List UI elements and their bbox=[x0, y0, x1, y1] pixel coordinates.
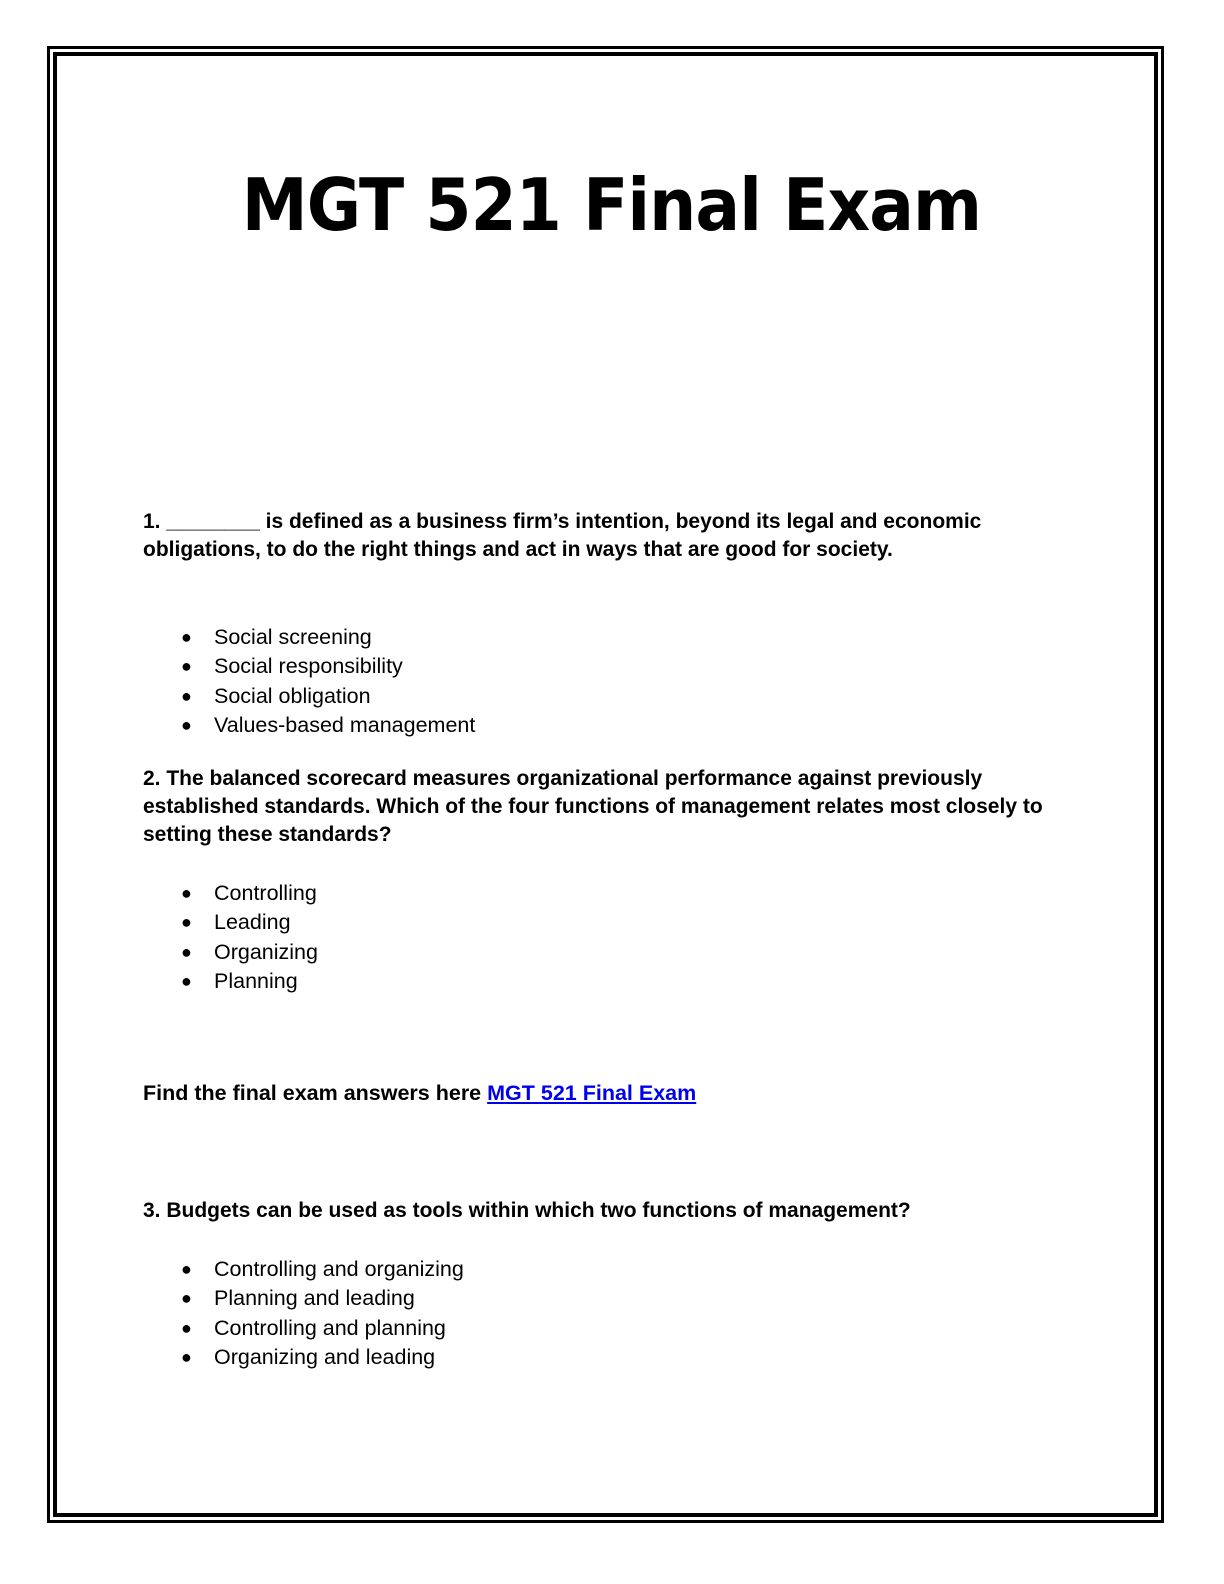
bullet-icon: ● bbox=[181, 941, 192, 962]
bullet-icon: ● bbox=[181, 912, 192, 933]
question-2-options bbox=[143, 879, 318, 996]
find-answers-line bbox=[143, 1079, 696, 1107]
option-item bbox=[143, 1284, 464, 1313]
option-item bbox=[143, 1314, 464, 1343]
option-label: Social screening bbox=[214, 625, 372, 649]
bullet-icon: ● bbox=[181, 656, 192, 677]
option-item bbox=[143, 879, 318, 908]
option-label: Social obligation bbox=[214, 683, 371, 708]
option-label: Values-based management bbox=[214, 712, 476, 737]
bullet-icon: ● bbox=[181, 883, 192, 903]
final-exam-link[interactable]: MGT 521 Final Exam bbox=[487, 1081, 697, 1105]
option-label: Planning bbox=[214, 968, 298, 993]
page-title: MGT 521 Final Exam bbox=[241, 163, 982, 247]
option-item bbox=[143, 652, 475, 681]
find-answers-text: Find the final exam answers here bbox=[143, 1081, 482, 1105]
bullet-icon: ● bbox=[181, 1288, 192, 1309]
option-label: Planning and leading bbox=[214, 1286, 415, 1311]
option-label: Social responsibility bbox=[214, 654, 403, 679]
option-item bbox=[143, 682, 475, 711]
bullet-icon: ● bbox=[181, 714, 192, 735]
option-item bbox=[143, 1255, 464, 1284]
bullet-icon: ● bbox=[181, 1259, 192, 1279]
option-item bbox=[143, 623, 475, 652]
option-label: Organizing bbox=[214, 939, 318, 964]
question-1-options bbox=[143, 623, 475, 740]
question-1: 1. ________ is defined as a business firm’s intention, beyond its legal and economic obligations, to do the right things and act in ways that are good for society. bbox=[143, 510, 982, 561]
option-label: Controlling and organizing bbox=[214, 1257, 464, 1281]
option-label: Controlling bbox=[214, 881, 317, 905]
bullet-icon: ● bbox=[181, 970, 192, 991]
question-2: 2. The balanced scorecard measures organizational performance against previously established standards. Which of the four functions of management relates most closely to setting these standards? bbox=[143, 767, 1043, 846]
option-label: Controlling and planning bbox=[214, 1315, 446, 1340]
option-label: Leading bbox=[214, 910, 291, 935]
question-3: 3. Budgets can be used as tools within which two functions of management? bbox=[143, 1199, 911, 1222]
bullet-icon: ● bbox=[181, 627, 192, 647]
bullet-icon: ● bbox=[181, 1317, 192, 1338]
option-label: Organizing and leading bbox=[214, 1344, 436, 1369]
option-item bbox=[143, 938, 318, 967]
bullet-icon: ● bbox=[181, 1346, 192, 1367]
option-item bbox=[143, 1343, 464, 1372]
option-item bbox=[143, 908, 318, 937]
bullet-icon: ● bbox=[181, 685, 192, 706]
question-3-options bbox=[143, 1255, 464, 1372]
option-item bbox=[143, 967, 318, 996]
option-item bbox=[143, 711, 475, 740]
